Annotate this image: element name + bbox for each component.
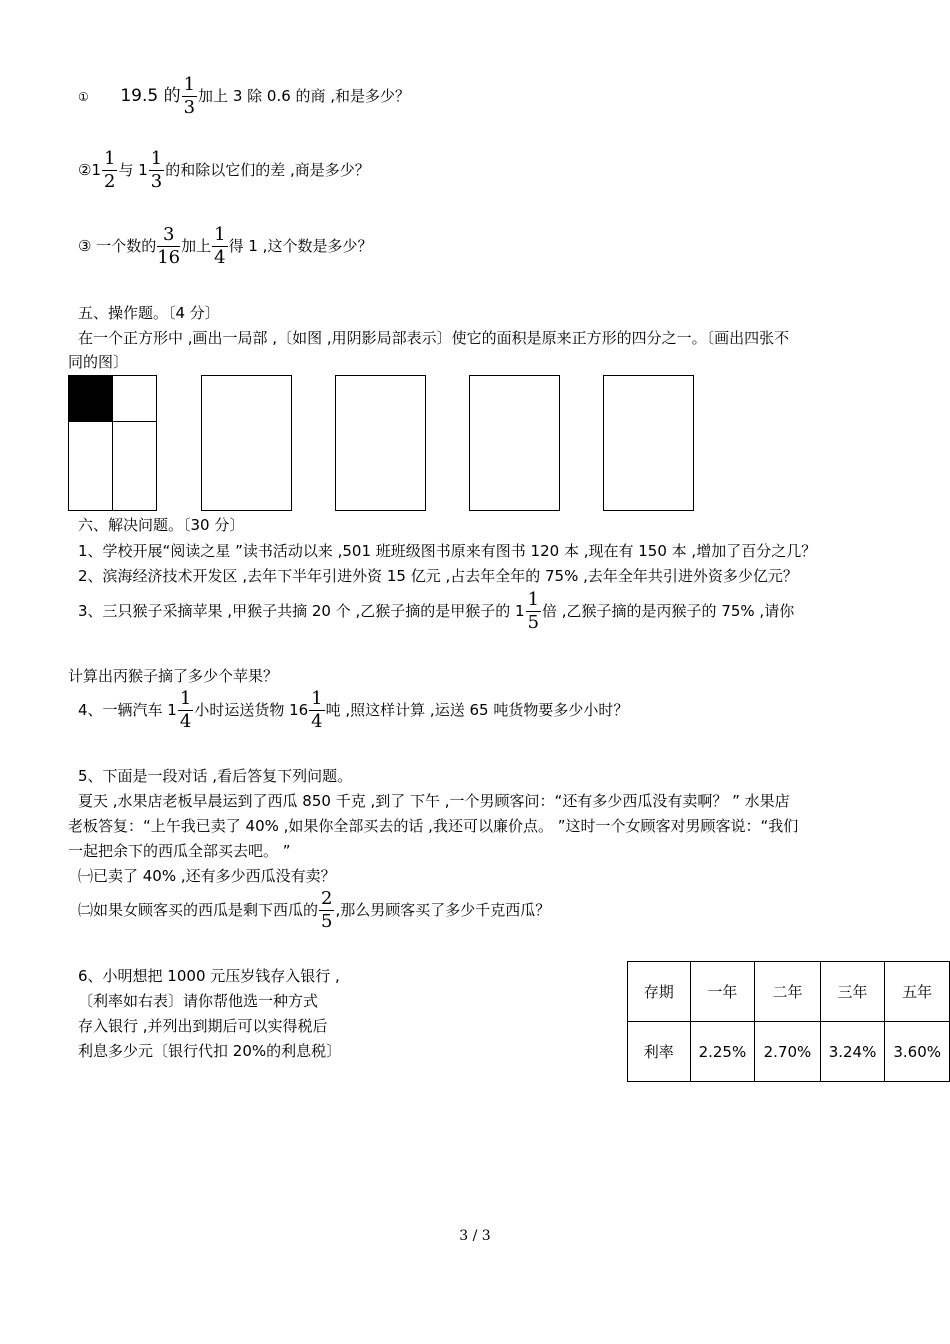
table-cell: 二年 xyxy=(755,962,821,1022)
table-cell: 2.70% xyxy=(755,1022,821,1082)
table-cell: 一年 xyxy=(690,962,755,1022)
shaded-quarter xyxy=(69,376,112,421)
problem-1: 1、学校开展“阅读之星 ”读书活动以来 ,501 班班级图书原来有图书 120 本 ,现在有 150 本 ,增加了百分之几？ xyxy=(78,542,817,560)
question-marker: ① xyxy=(78,90,89,104)
table-cell: 3.60% xyxy=(885,1022,950,1082)
problem-6: 〔利率如右表〕请你帮他选一种方式 xyxy=(78,992,319,1010)
blank-square-4[interactable] xyxy=(603,375,694,511)
calc-question-2 xyxy=(78,150,370,191)
problem-6: 6、小明想把 1000 元压岁钱存入银行 , xyxy=(78,967,340,985)
table-cell: 3.24% xyxy=(820,1022,885,1082)
section5-instruction-cont: 同的图〕 xyxy=(68,353,129,371)
table-cell: 三年 xyxy=(820,962,885,1022)
table-row xyxy=(628,1022,950,1082)
fraction: $\frac{1}{3}$ xyxy=(150,148,163,192)
question-text: 的和除以它们的差 ,商是多少？ xyxy=(165,161,370,179)
page-number: 3 / 3 xyxy=(459,1228,491,1244)
sample-square xyxy=(68,375,157,511)
calc-question-3 xyxy=(78,226,372,267)
question-text: 加上 3 除 0.6 的商 ,和是多少？ xyxy=(198,87,411,105)
fraction: $\frac{1}{4}$ xyxy=(214,224,226,268)
problem-4: 4、一辆汽车 1 $\frac{1}{4}$ 小时运送货物 16 $\frac{1}{4}$ 吨 ,照这样计算 ,运送 65 吨货物要多少小时？ xyxy=(78,688,629,732)
interest-rate-table xyxy=(627,961,950,1082)
blank-square-3[interactable] xyxy=(469,375,560,511)
question-text: 与 1 xyxy=(118,161,148,179)
fraction: $\frac{1}{2}$ xyxy=(104,148,116,192)
table-cell: 利率 xyxy=(628,1022,691,1082)
calc-question-1 xyxy=(78,76,410,117)
problem-5-sub-2: ㈡如果女顾客买的西瓜是剩下西瓜的 $\frac{2}{5}$ ,那么男顾客买了多少千克西瓜？ xyxy=(78,888,551,932)
question-text: 得 1 ,这个数是多少？ xyxy=(228,237,373,255)
question-text: 19.5 的 xyxy=(120,86,181,106)
table-cell: 2.25% xyxy=(690,1022,755,1082)
problem-5-dialogue: 一起把余下的西瓜全部买去吧。 ” xyxy=(68,842,291,860)
fraction: $\frac{1}{3}$ xyxy=(183,74,196,118)
question-text: 加上 xyxy=(181,237,212,255)
problem-5-dialogue: 夏天 ,水果店老板早晨运到了西瓜 850 千克 ,到了 下午 ,一个男顾客问：“还有多少西瓜没有卖啊？ ” 水果店 xyxy=(78,792,790,810)
blank-square-2[interactable] xyxy=(335,375,426,511)
problem-5-title: 5、下面是一段对话 ,看后答复下列问题。 xyxy=(78,767,353,785)
problem-3-cont: 计算出丙猴子摘了多少个苹果？ xyxy=(68,667,279,685)
table-cell: 五年 xyxy=(885,962,950,1022)
problem-3: 3、三只猴子采摘苹果 ,甲猴子共摘 20 个 ,乙猴子摘的是甲猴子的 1 $\frac{1}{5}$ 倍 ,乙猴子摘的是丙猴子的 75% ,请你 xyxy=(78,589,795,633)
problem-6: 利息多少元〔银行代扣 20%的利息税〕 xyxy=(78,1042,342,1060)
table-cell: 存期 xyxy=(628,962,691,1022)
problem-2: 2、滨海经济技术开发区 ,去年下半年引进外资 15 亿元 ,占去年全年的 75% ,去年全年共引进外资多少亿元？ xyxy=(78,567,798,585)
fraction: $\frac{2}{5}$ xyxy=(321,888,333,932)
problem-5-sub-1: ㈠已卖了 40% ,还有多少西瓜没有卖？ xyxy=(78,867,336,885)
blank-square-1[interactable] xyxy=(201,375,292,511)
question-marker: ②1 xyxy=(78,161,101,179)
fraction: $\frac{1}{5}$ xyxy=(527,589,540,633)
table-row xyxy=(628,962,950,1022)
question-marker: ③ 一个数的 xyxy=(78,237,157,255)
section6-title: 六、解决问题。〔30 分〕 xyxy=(78,516,245,534)
section5-instruction: 在一个正方形中 ,画出一局部 ,〔如图 ,用阴影局部表示〕使它的面积是原来正方形的四分之一。〔画出四张不 xyxy=(78,329,790,347)
fraction: $\frac{3}{16}$ xyxy=(157,224,181,268)
problem-5-dialogue: 老板答复：“上午我已卖了 40% ,如果你全部买去的话 ,我还可以廉价点。 ”这时一个女顾客对男顾客说：“我们 xyxy=(68,817,799,835)
fraction: $\frac{1}{4}$ xyxy=(311,688,323,732)
problem-6: 存入银行 ,并列出到期后可以实得税后 xyxy=(78,1017,328,1035)
fraction: $\frac{1}{4}$ xyxy=(179,688,192,732)
section5-title: 五、操作题。〔4 分〕 xyxy=(78,304,220,322)
